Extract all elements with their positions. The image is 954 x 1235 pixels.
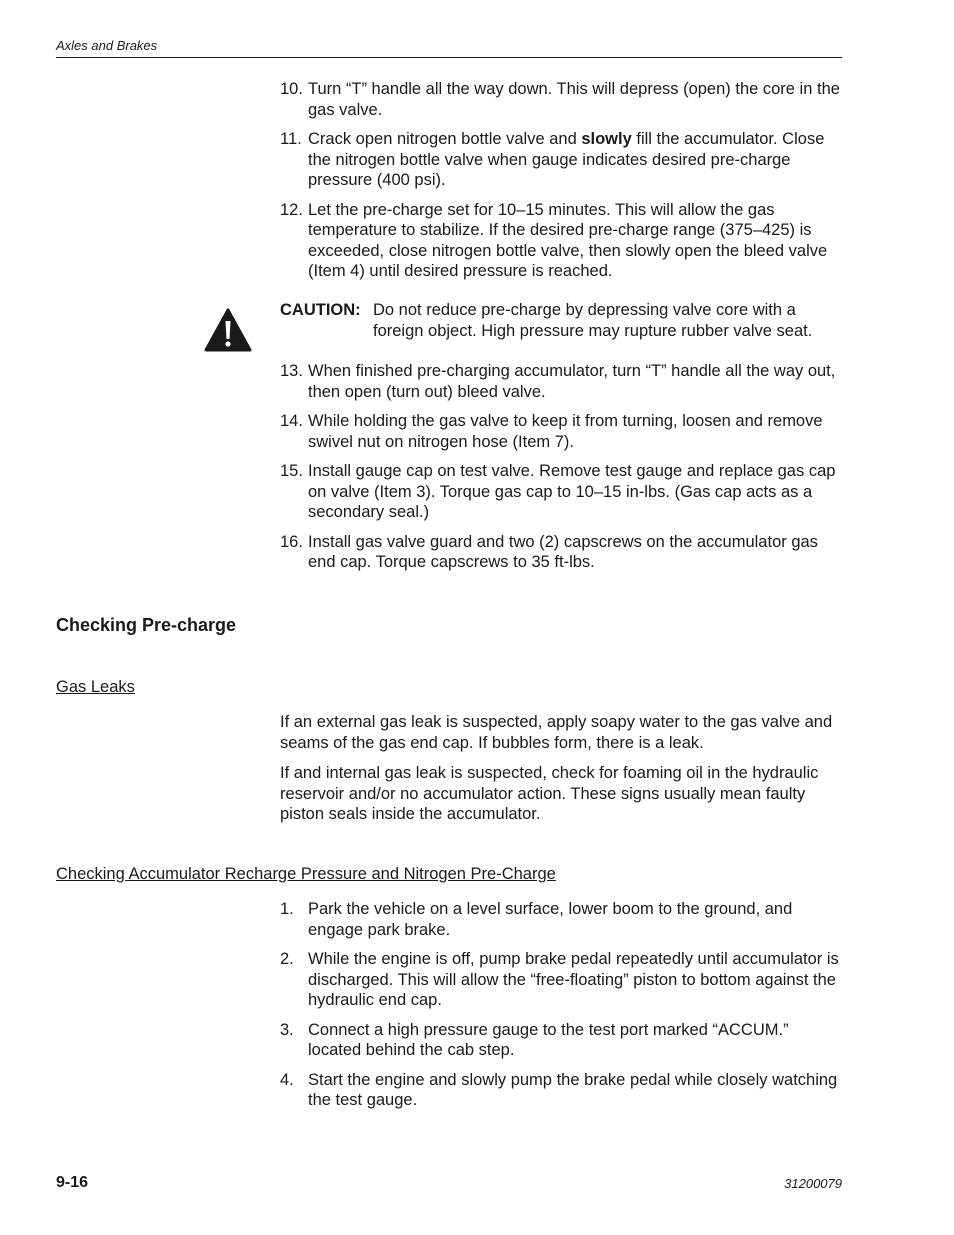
step-number: 13. <box>280 362 303 380</box>
procedure-step <box>280 461 840 523</box>
step-number: 15. <box>280 462 303 480</box>
caution-callout <box>204 300 840 352</box>
gas-leaks-body <box>280 712 840 835</box>
procedure-step <box>280 129 840 191</box>
step-text: While the engine is off, pump brake pedal repeatedly until accumulator is discharged. This will allow the “free-floating” piston to bottom against the hydraulic end cap. <box>308 950 839 1009</box>
procedure-step <box>280 200 840 282</box>
step-text: Install gas valve guard and two (2) capscrews on the accumulator gas end cap. Torque capscrews to 35 ft-lbs. <box>308 532 818 571</box>
procedure-step <box>280 79 840 120</box>
paragraph: If and internal gas leak is suspected, check for foaming oil in the hydraulic reservoir and/or no accumulator action. These signs usually mean faulty piston seals inside the accumulator. <box>280 764 819 823</box>
header-divider <box>56 57 842 58</box>
step-text: Connect a high pressure gauge to the test port marked “ACCUM.” located behind the cab step. <box>308 1020 789 1059</box>
step-text: When finished pre-charging accumulator, turn “T” handle all the way out, then open (turn out) bleed valve. <box>308 362 836 401</box>
procedure-step <box>280 411 840 452</box>
step-number: 1. <box>280 900 294 918</box>
procedure-steps-bottom <box>280 361 840 582</box>
subsection-title-gas-leaks: Gas Leaks <box>56 678 135 696</box>
step-number: 3. <box>280 1020 294 1039</box>
step-text: Start the engine and slowly pump the brake pedal while closely watching the test gauge. <box>308 1070 838 1109</box>
step-text: Let the pre-charge set for 10–15 minutes. This will allow the gas temperature to stabilize. If the desired pre-charge range (375–425) is exceeded, close nitrogen bottle valve, then slowly open the bleed valve (Item 4) until desired pressure is reached. <box>308 200 828 280</box>
step-number: 12. <box>280 200 303 219</box>
step-number: 4. <box>280 1070 294 1089</box>
procedure-steps-top <box>280 79 840 291</box>
procedure-step <box>280 532 840 573</box>
procedure-step <box>280 1020 840 1061</box>
subsection-title-recharge: Checking Accumulator Recharge Pressure and Nitrogen Pre-Charge <box>56 865 556 883</box>
paragraph: If an external gas leak is suspected, apply soapy water to the gas valve and seams of the gas end cap. If bubbles form, there is a leak. <box>280 713 833 752</box>
step-number: 2. <box>280 950 294 968</box>
step-text-lead: Crack open nitrogen bottle valve and <box>308 130 582 148</box>
step-number: 10. <box>280 80 303 98</box>
warning-triangle-icon <box>204 308 252 352</box>
step-text: Install gauge cap on test valve. Remove test gauge and replace gas cap on valve (Item 3). Torque gas cap to 10–15 in-lbs. (Gas cap acts as a secondary seal.) <box>308 462 836 521</box>
step-text <box>308 129 840 191</box>
caution-label: CAUTION: <box>280 301 361 319</box>
step-text: Turn “T” handle all the way down. This will depress (open) the core in the gas valve. <box>308 80 840 119</box>
recharge-steps <box>280 899 840 1120</box>
procedure-step <box>280 361 840 402</box>
step-number: 14. <box>280 412 303 430</box>
step-text: While holding the gas valve to keep it from turning, loosen and remove swivel nut on nitrogen hose (Item 7). <box>308 412 823 451</box>
procedure-step <box>280 949 840 1011</box>
step-text: Park the vehicle on a level surface, lower boom to the ground, and engage park brake. <box>308 900 793 939</box>
step-text-tail: fill the accumulator. Close the nitrogen bottle valve when gauge indicates desired pre-charge pressure (400 psi). <box>308 130 825 189</box>
section-title: Checking Pre-charge <box>56 615 237 635</box>
running-header: Axles and Brakes <box>56 38 158 53</box>
caution-text: Do not reduce pre-charge by depressing valve core with a foreign object. High pressure may rupture rubber valve seat. <box>373 301 813 340</box>
page-number: 9-16 <box>56 1174 89 1191</box>
emphasis-slowly: slowly <box>581 130 632 148</box>
procedure-step <box>280 899 840 940</box>
document-number: 31200079 <box>784 1176 842 1191</box>
step-number: 16. <box>280 532 303 551</box>
step-number: 11. <box>280 130 302 148</box>
procedure-step <box>280 1070 840 1111</box>
